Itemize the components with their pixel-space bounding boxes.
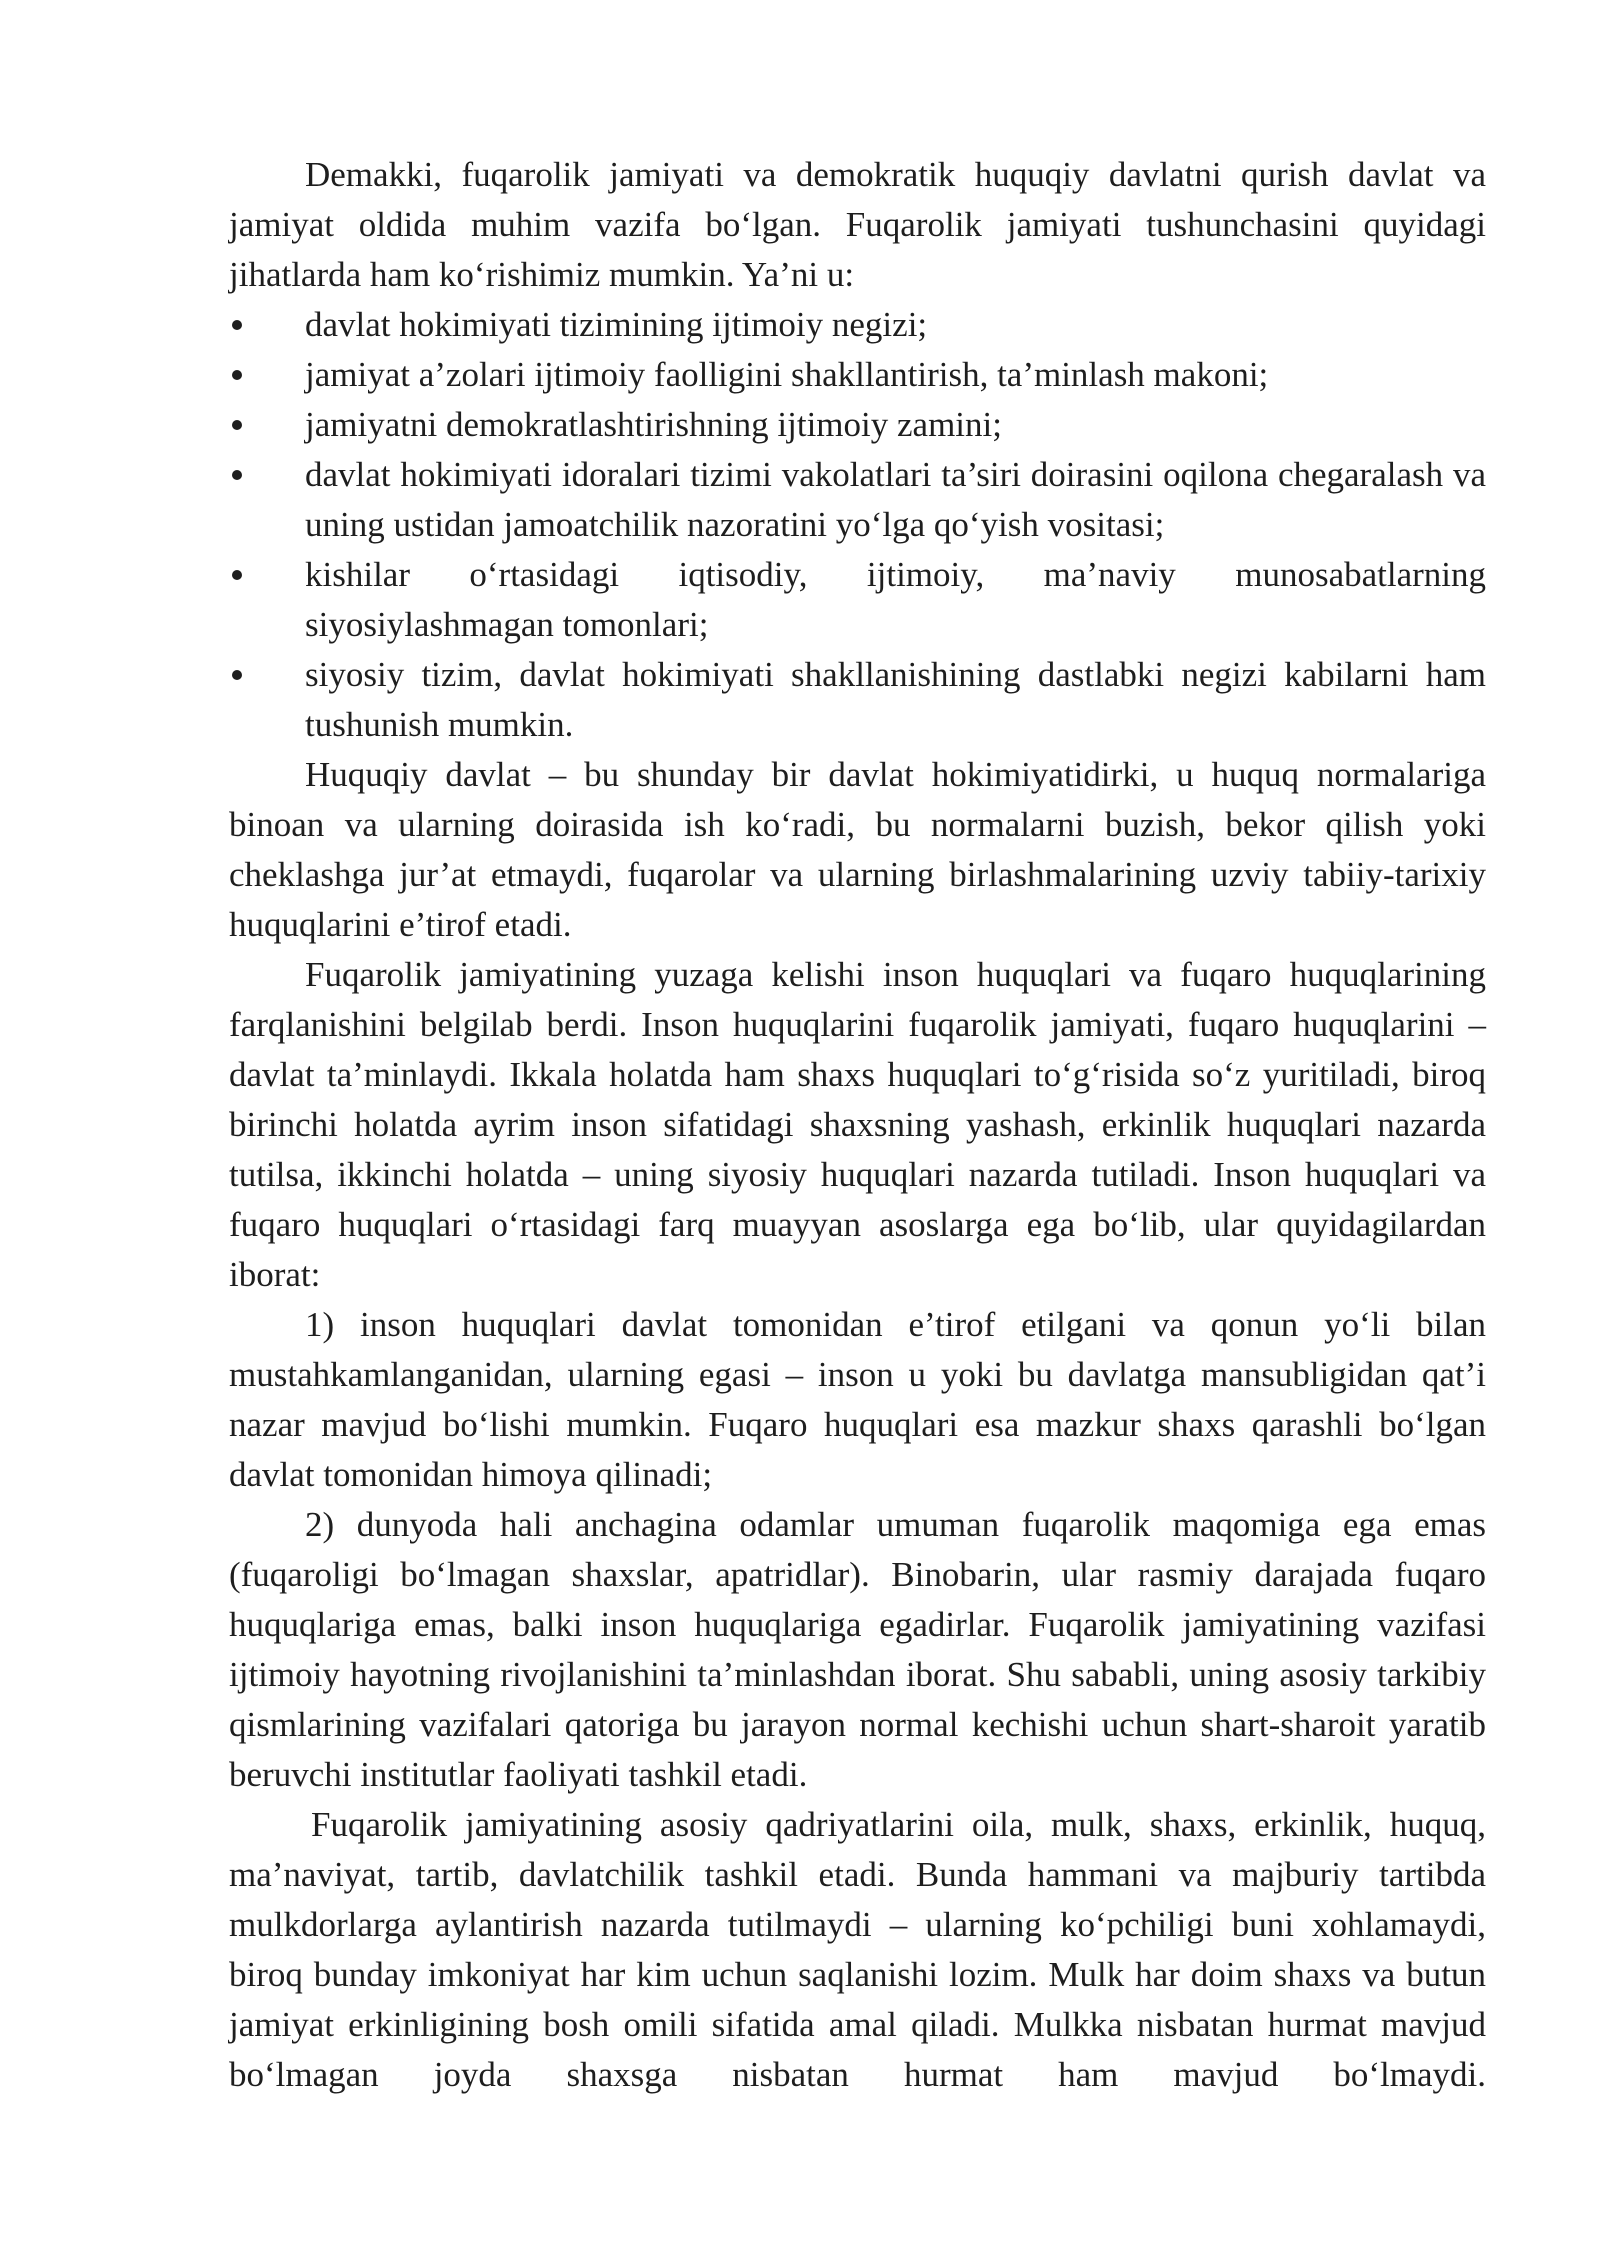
numbered-paragraph: 2) dunyoda hali anchagina odamlar umuman fuqarolik maqomiga ega emas (fuqaroligi bo‘lmagan shaxslar, apatridlar). Binobarin, ular rasmiy darajada fuqaro huquqlariga emas, balki inson huquqlariga egadirlar. Fuqarolik jamiyatining vazifasi ijtimoiy hayotning rivojlanishini ta’minlashdan iborat. Shu sababli, uning asosiy tarkibiy qismlarining vazifalari qatoriga bu jarayon normal kechishi uchun shart-sharoit yaratib beruvchi institutlar faoliyati tashkil etadi. <box>229 1505 1486 1794</box>
bullet-item <box>229 350 1486 400</box>
bullet-text: siyosiy tizim, davlat hokimiyati shakllanishining dastlabki negizi kabilarni ham tushunish mumkin. <box>305 655 1486 744</box>
document-page <box>229 150 1486 2100</box>
bullet-icon <box>232 670 242 680</box>
bullet-text: jamiyatni demokratlashtirishning ijtimoiy zamini; <box>305 405 1002 444</box>
bullet-icon <box>232 570 242 580</box>
bullet-text: davlat hokimiyati tizimining ijtimoiy negizi; <box>305 305 928 344</box>
bullet-icon <box>232 320 242 330</box>
numbered-paragraph: 1) inson huquqlari davlat tomonidan e’tirof etilgani va qonun yo‘li bilan mustahkamlanganidan, ularning egasi – inson u yoki bu davlatga mansubligidan qat’i nazar mavjud bo‘lishi mumkin. Fuqaro huquqlari esa mazkur shaxs qarashli bo‘lgan davlat tomonidan himoya qilinadi; <box>229 1305 1486 1494</box>
bullet-list <box>229 300 1486 750</box>
bullet-icon <box>232 420 242 430</box>
bullet-icon <box>232 370 242 380</box>
bullet-text: davlat hokimiyati idoralari tizimi vakolatlari ta’siri doirasini oqilona chegaralash va uning ustidan jamoatchilik nazoratini yo‘lga qo‘yish vositasi; <box>305 455 1486 544</box>
body-paragraph: Huquqiy davlat – bu shunday bir davlat hokimiyatidirki, u huquq normalariga binoan va ularning doirasida ish ko‘radi, bu normalarni buzish, bekor qilish yoki cheklashga jur’at etmaydi, fuqarolar va ularning birlashmalarining uzviy tabiiy-tarixiy huquqlarini e’tirof etadi. <box>229 755 1486 944</box>
body-paragraph: Fuqarolik jamiyatining yuzaga kelishi inson huquqlari va fuqaro huquqlarining farqlanishini belgilab berdi. Inson huquqlarini fuqarolik jamiyati, fuqaro huquqlarini – davlat ta’minlaydi. Ikkala holatda ham shaxs huquqlari to‘g‘risida so‘z yuritiladi, biroq birinchi holatda ayrim inson sifatidagi shaxsning yashash, erkinlik huquqlari nazarda tutilsa, ikkinchi holatda – uning siyosiy huquqlari nazarda tutiladi. Inson huquqlari va fuqaro huquqlari o‘rtasidagi farq muayyan asoslarga ega bo‘lib, ular quyidagilardan iborat: <box>229 955 1486 1294</box>
bullet-text: kishilar o‘rtasidagi iqtisodiy, ijtimoiy, ma’naviy munosabatlarning siyosiylashmagan tomonlari; <box>305 555 1486 644</box>
bullet-icon <box>232 470 242 480</box>
bullet-item <box>229 400 1486 450</box>
bullet-item <box>229 550 1486 650</box>
bullet-item <box>229 300 1486 350</box>
bullet-item <box>229 650 1486 750</box>
body-paragraph: Fuqarolik jamiyatining asosiy qadriyatlarini oila, mulk, shaxs, erkinlik, huquq, ma’naviyat, tartib, davlatchilik tashkil etadi. Bunda hammani va majburiy tartibda mulkdorlarga aylantirish nazarda tutilmaydi – ularning ko‘pchiligi buni xohlamaydi, biroq bunday imkoniyat har kim uchun saqlanishi lozim. Mulk har doim shaxs va butun jamiyat erkinligining bosh omili sifatida amal qiladi. Mulkka nisbatan hurmat mavjud bo‘lmagan joyda shaxsga nisbatan hurmat ham mavjud bo‘lmaydi. <box>229 1805 1486 2094</box>
bullet-text: jamiyat a’zolari ijtimoiy faolligini shakllantirish, ta’minlash makoni; <box>305 355 1269 394</box>
intro-paragraph: Demakki, fuqarolik jamiyati va demokratik huquqiy davlatni qurish davlat va jamiyat oldida muhim vazifa bo‘lgan. Fuqarolik jamiyati tushunchasini quyidagi jihatlarda ham ko‘rishimiz mumkin. Ya’ni u: <box>229 155 1486 294</box>
bullet-item <box>229 450 1486 550</box>
